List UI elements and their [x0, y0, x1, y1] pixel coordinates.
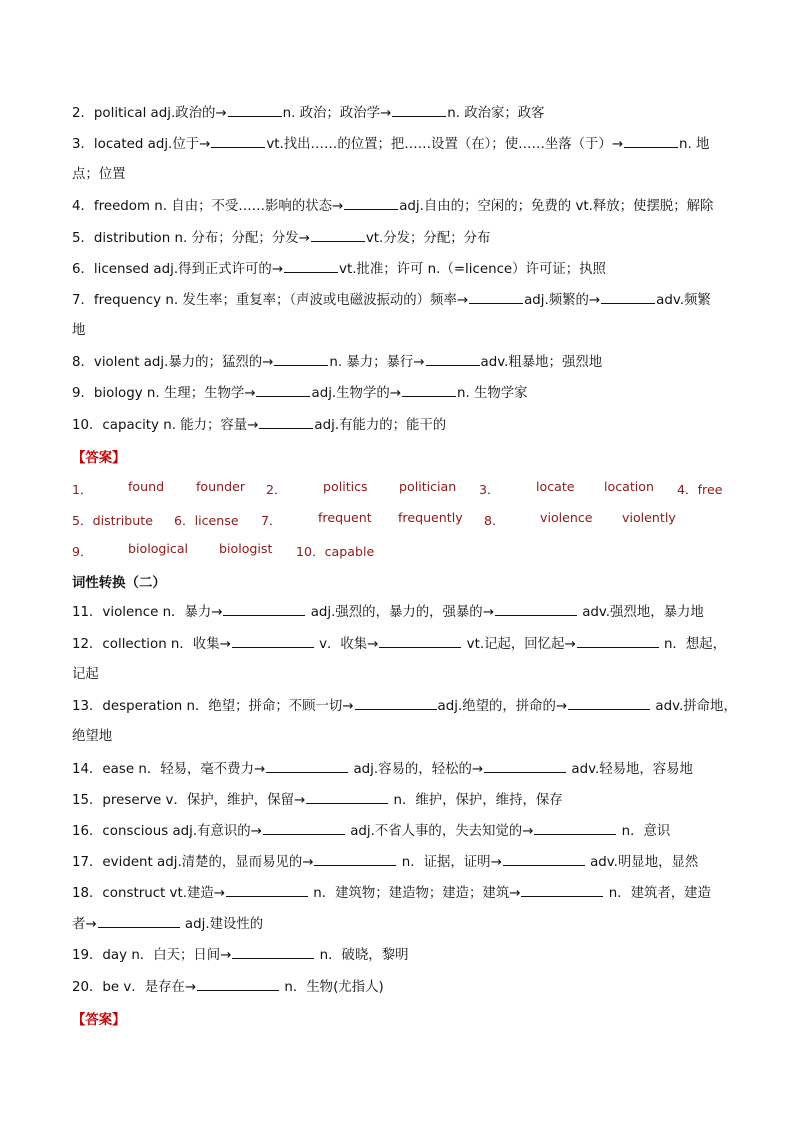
answer-blank[interactable] [601, 291, 655, 304]
answer-word: found [128, 479, 165, 494]
exercise-item-3-cont: 点；位置 [72, 167, 126, 182]
answer-blank[interactable] [223, 603, 305, 616]
answer-word: biologist [219, 541, 273, 556]
answer-heading-2: 【答案】 [72, 1013, 126, 1028]
exercise-item-13: 13．desperation n．绝望；拼命；不顾一切→ adj.绝望的，拼命的→ adv.拼命地， [72, 699, 737, 714]
answer-word: biological [128, 541, 189, 556]
exercise-item-4: 4．freedom n. 自由；不受……影响的状态→ adj.自由的；空闲的；免费的 vt.释放；使摆脱；解除 [72, 199, 714, 214]
answer-blank[interactable] [624, 135, 678, 148]
exercise-item-16: 16．conscious adj.有意识的→ adj.不省人事的，失去知觉的→ n．意识 [72, 824, 671, 839]
answer-word: frequently [398, 510, 463, 525]
answer-blank[interactable] [266, 760, 348, 773]
exercise-item-5: 5．distribution n. 分布；分配；分发→ vt.分发；分配；分布 [72, 231, 491, 246]
answer-word: founder [196, 479, 246, 494]
answer-blank[interactable] [484, 760, 566, 773]
answer-blank[interactable] [226, 884, 308, 897]
answer-item: 6．license [174, 513, 239, 528]
answer-word: location [604, 479, 654, 494]
answer-blank[interactable] [232, 635, 314, 648]
answer-item: 10．capable [296, 544, 375, 559]
answer-number: 8． [484, 513, 505, 528]
answer-item: 5．distribute [72, 513, 153, 528]
answer-word: violently [622, 510, 676, 525]
exercise-item-18: 18．construct vt.建造→ n．建筑物；建造物；建造；建筑→ n．建筑者，建造 [72, 886, 711, 901]
answer-word: violence [540, 510, 593, 525]
answer-blank[interactable] [577, 635, 659, 648]
exercise-item-2: 2．political adj.政治的→ n. 政治；政治学→ n. 政治家；政客 [72, 106, 545, 121]
answer-blank[interactable] [534, 822, 616, 835]
exercise-item-15: 15．preserve v．保护，维护，保留→ n．维护，保护，维持，保存 [72, 793, 563, 808]
answer-blank[interactable] [355, 697, 437, 710]
exercise-item-3: 3．located adj.位于→ vt.找出……的位置；把……设置（在）；使……坐落（于）→ n. 地 [72, 137, 710, 152]
answer-blank[interactable] [469, 291, 523, 304]
answer-blank[interactable] [256, 384, 310, 397]
answer-blank[interactable] [311, 229, 365, 242]
answer-word: frequent [318, 510, 372, 525]
answer-blank[interactable] [274, 353, 328, 366]
exercise-item-7-cont: 地 [72, 323, 86, 338]
exercise-item-12: 12．collection n．收集→ v．收集→ vt.记起，回忆起→ n．想起， [72, 637, 726, 652]
answer-blank[interactable] [392, 104, 446, 117]
answer-word: politics [323, 479, 368, 494]
answer-blank[interactable] [284, 260, 338, 273]
answer-number: 9． [72, 544, 93, 559]
answer-blank[interactable] [211, 135, 265, 148]
answer-item: 4．free [677, 482, 723, 497]
exercise-item-20: 20．be v．是存在→ n．生物(尤指人) [72, 980, 384, 995]
exercise-item-6: 6．licensed adj.得到正式许可的→ vt.批准；许可 n.（=licence）许可证；执照 [72, 262, 606, 277]
answer-blank[interactable] [306, 791, 388, 804]
answer-blank[interactable] [495, 603, 577, 616]
exercise-item-14: 14．ease n．轻易，毫不费力→ adj.容易的，轻松的→ adv.轻易地，容易地 [72, 762, 693, 777]
answer-blank[interactable] [426, 353, 480, 366]
answer-blank[interactable] [232, 946, 314, 959]
answer-blank[interactable] [98, 915, 180, 928]
answer-blank[interactable] [263, 822, 345, 835]
exercise-item-10: 10．capacity n. 能力；容量→ adj.有能力的；能干的 [72, 418, 447, 433]
answer-blank[interactable] [228, 104, 282, 117]
answer-blank[interactable] [259, 416, 313, 429]
answer-number: 7． [261, 513, 282, 528]
answer-blank[interactable] [402, 384, 456, 397]
exercise-item-9: 9．biology n. 生理；生物学→ adj.生物学的→ n. 生物学家 [72, 386, 528, 401]
answer-blank[interactable] [344, 197, 398, 210]
answer-blank[interactable] [197, 978, 279, 991]
exercise-item-11: 11．violence n．暴力→ adj.强烈的，暴力的，强暴的→ adv.强烈地，暴力地 [72, 605, 704, 620]
answer-blank[interactable] [379, 635, 461, 648]
answer-heading: 【答案】 [72, 451, 126, 466]
exercise-item-12-cont: 记起 [72, 667, 99, 682]
answer-blank[interactable] [314, 853, 396, 866]
answer-word: locate [536, 479, 575, 494]
answer-blank[interactable] [568, 697, 650, 710]
exercise-item-7: 7．frequency n. 发生率；重复率；（声波或电磁波振动的）频率→ adj.频繁的→ adv.频繁 [72, 293, 711, 308]
answer-blank[interactable] [503, 853, 585, 866]
section-title: 词性转换（二） [72, 576, 166, 591]
exercise-item-8: 8．violent adj.暴力的；猛烈的→ n. 暴力；暴行→ adv.粗暴地；强烈地 [72, 355, 603, 370]
answer-number: 1． [72, 482, 93, 497]
exercise-item-19: 19．day n．白天；日间→ n．破晓，黎明 [72, 948, 409, 963]
answer-blank[interactable] [521, 884, 603, 897]
exercise-item-18-cont: 者→ adj.建设性的 [72, 917, 264, 932]
answer-number: 2． [266, 482, 287, 497]
exercise-item-13-cont: 绝望地 [72, 729, 113, 744]
exercise-item-17: 17．evident adj.清楚的，显而易见的→ n．证据，证明→ adv.明显地，显然 [72, 855, 699, 870]
answer-number: 3． [479, 482, 500, 497]
answer-word: politician [399, 479, 457, 494]
